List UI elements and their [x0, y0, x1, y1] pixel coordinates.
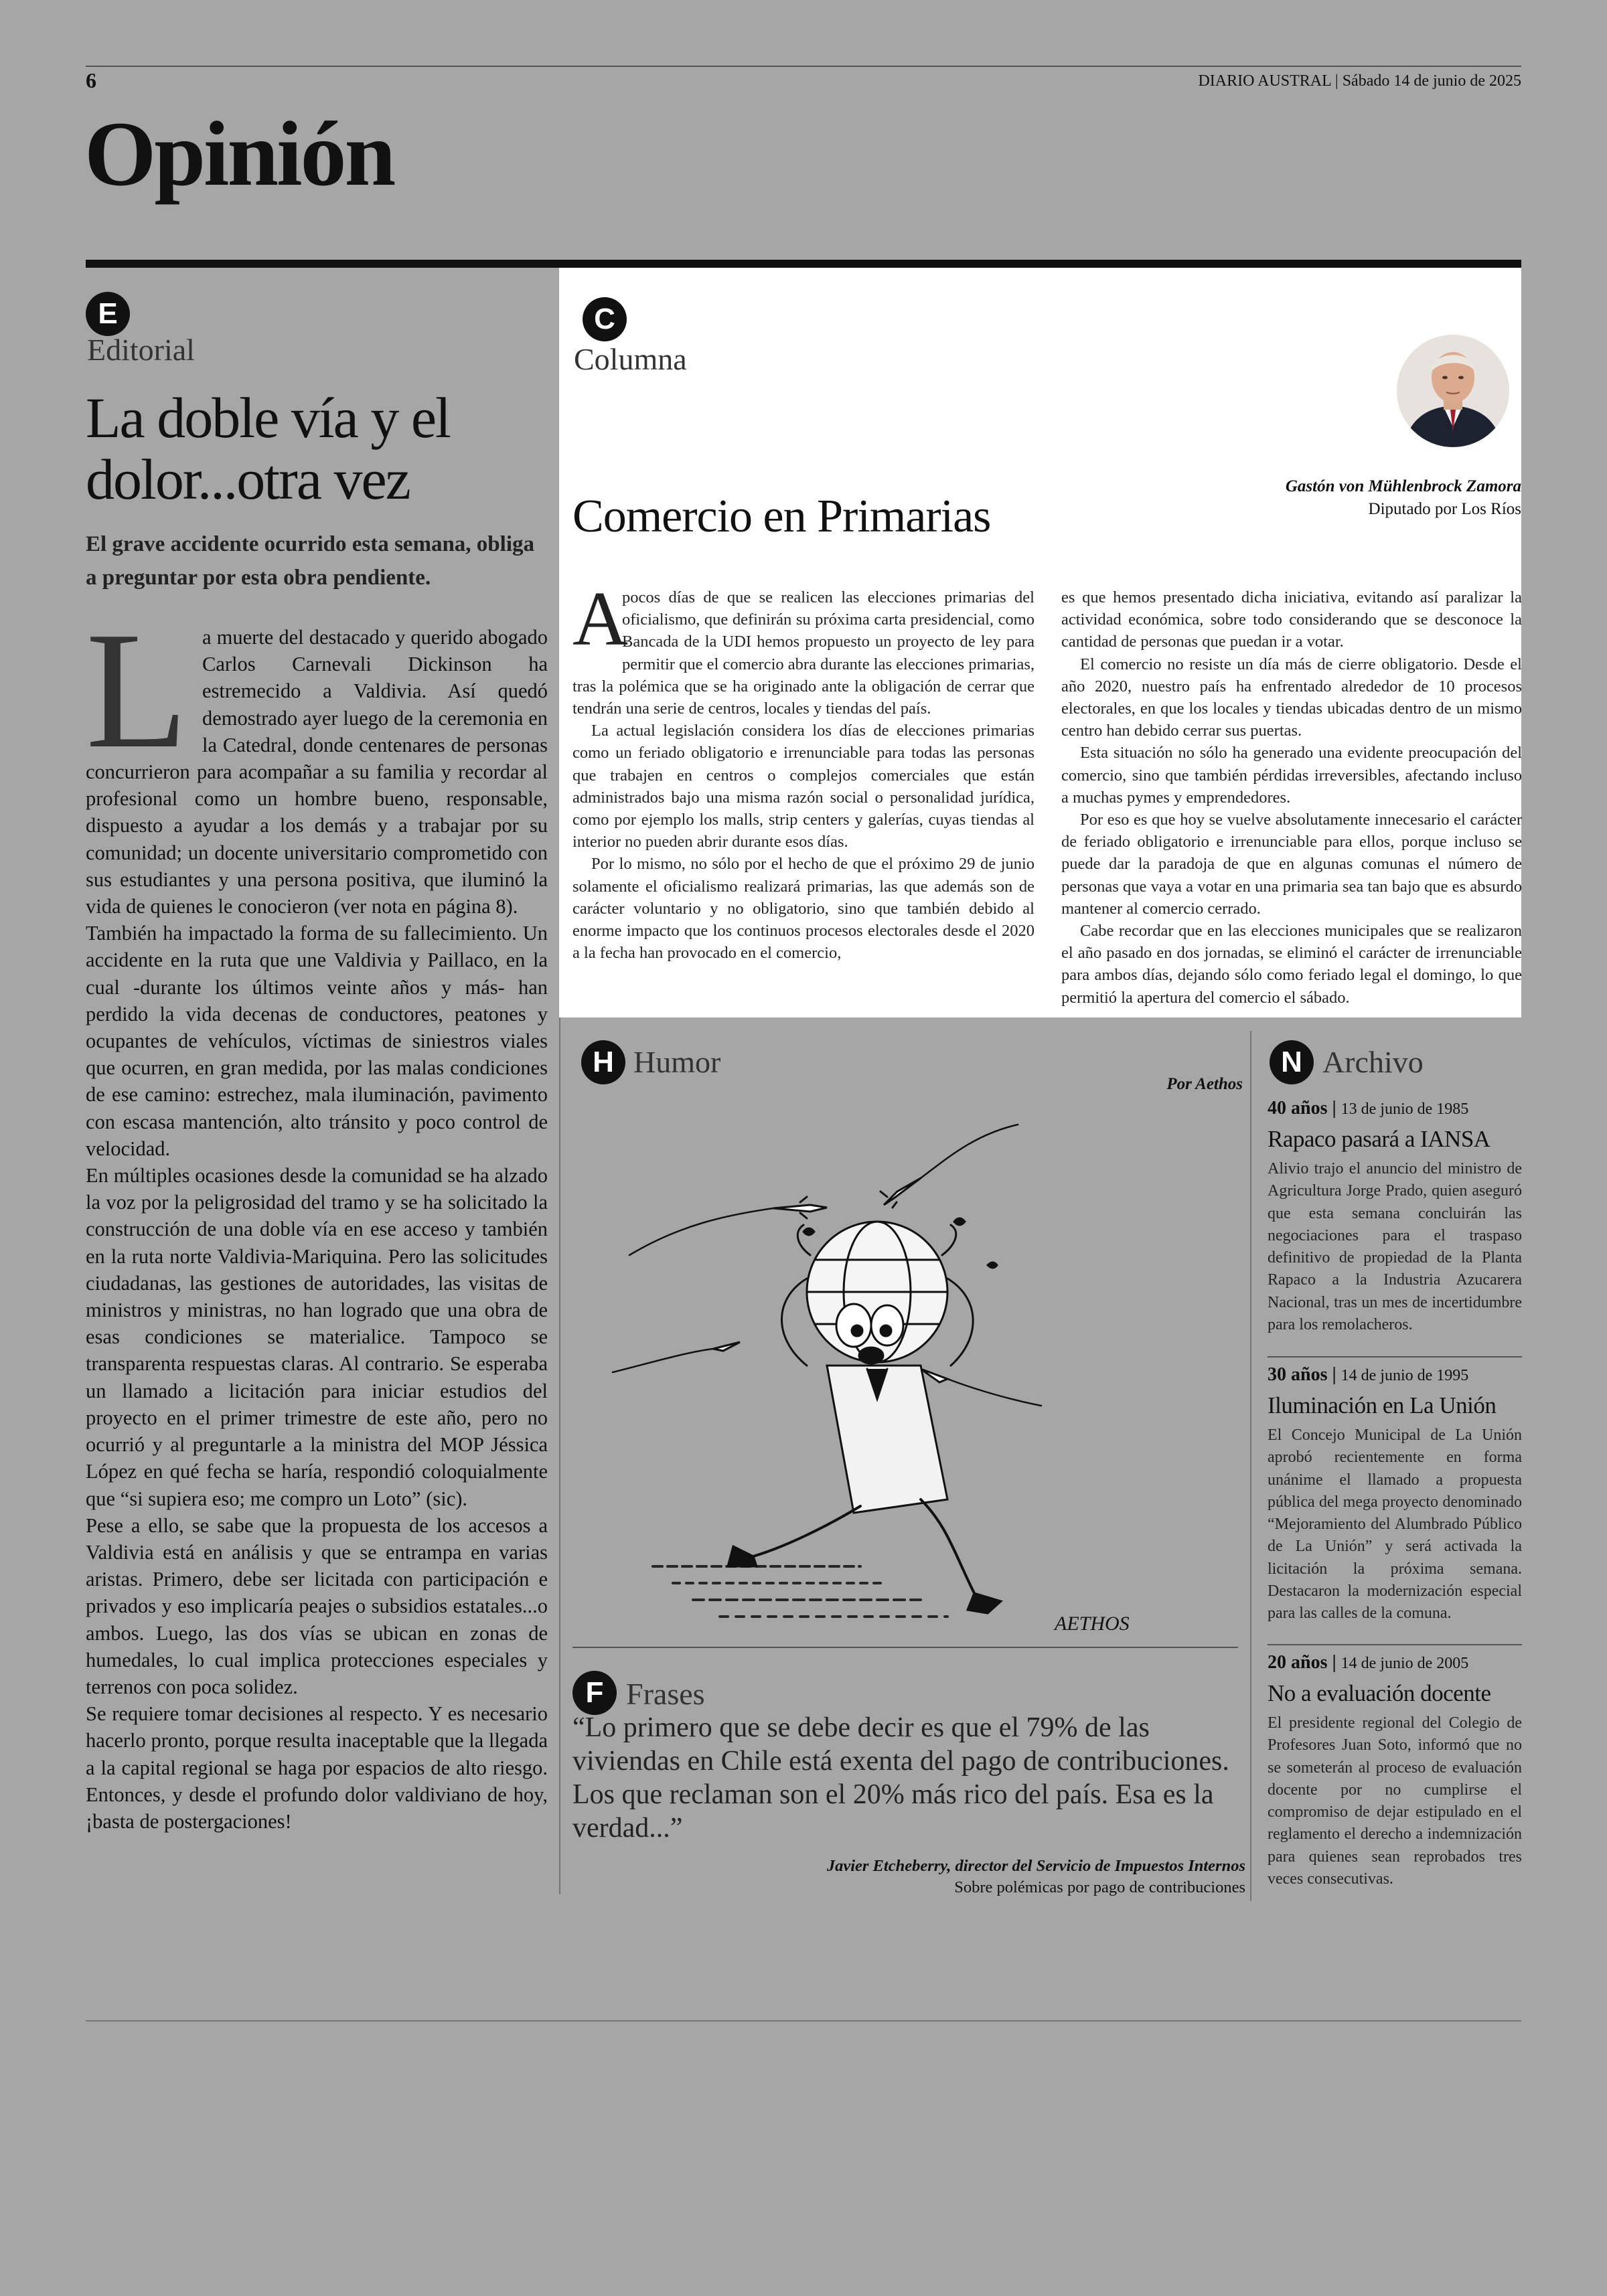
rocket-mid-left [613, 1342, 740, 1372]
editorial-paragraph: Pese a ello, se sabe que la propuesta de los accesos a Valdivia está en análisis y que se entrampa en varias aristas. Primero, debe ser licitada con participación e privados y eso implicaría peajes o subsidios estatales...o ambos. Luego, las dos vías se ubican en zonas de humedales, lo cual implica protecciones especiales y terrenos con poca solidez. [86, 1513, 548, 1698]
humor-kicker: Humor [633, 1045, 721, 1079]
columna-paragraph: El comercio no resiste un día más de cierre obligatorio. Desde el año 2020, nuestro país ha enfrentado alrededor de 10 procesos electorales, en que los locales y tiendas ubicadas dentro de un mismo centro han debido cerrar sus puertas. [1061, 655, 1522, 740]
columna-paragraph: es que hemos presentado dicha iniciativa, evitando así paralizar la actividad económica, sobre todo considerando que se desconoce la cantidad de personas que puedan ir a votar. [1061, 588, 1522, 651]
columna-paragraph: Por lo mismo, no sólo por el hecho de que el próximo 29 de junio solamente el oficialismo realizará primarias, las que además son de carácter voluntario y no obligatorio, sino que también debido al enorme impacto que los continuos procesos electorales desde el 2020 a la fecha han provocado en el comercio, [572, 855, 1035, 963]
frases-badge: F [572, 1671, 617, 1715]
section-title: Opinión [84, 102, 394, 205]
archivo-date: 14 de junio de 2005 [1341, 1655, 1469, 1672]
columna-kicker: Columna [574, 342, 687, 376]
author-portrait [1397, 335, 1509, 447]
humor-credit: Por Aethos [1166, 1075, 1243, 1093]
editorial-body [86, 598, 548, 1835]
page-number: 6 [86, 68, 96, 92]
editorial-headline [86, 387, 541, 510]
rocket-top-left [629, 1197, 827, 1255]
archivo-text: El Concejo Municipal de La Unión aprobó recientemente en forma unánime el llamado a propuesta pública del mega proyecto denominado “Mejoramiento del Alumbrado Público de La Unión” y será activada la licitación la próxima semana. Destacaron la modernización especial para las calles de la comuna. [1268, 1426, 1522, 1623]
archivo-years: 30 años [1268, 1364, 1328, 1385]
bottom-rule [86, 2020, 1521, 2022]
columna-headline: Comercio en Primarias [572, 491, 991, 542]
frases-source-name: Javier Etcheberry, director del Servicio de Impuestos Internos [826, 1857, 1245, 1875]
columna-paragraph: Esta situación no sólo ha generado una evidente preocupación del comercio, sino que también pérdidas irreversibles, afectando incluso a muchas pymes y emprendedores. [1061, 744, 1522, 807]
editorial-paragraph: Se requiere tomar decisiones al respecto. Y es necesario hacerlo pronto, porque resulta inaceptable que la llegada a la capital regional se haga por espacios de alto riesgo. Entonces, y desde el profundo dolor valdiviano de hoy, ¡basta de postergaciones! [86, 1702, 548, 1833]
archivo-item: 40 años | 13 de junio de 1985 Rapaco pasará a IANSA Alivio trajo el anuncio del ministro de Agricultura Jorge Prado, quien aseguró que esta semana concluirán las negociaciones para el traspaso definitivo de propiedad de la Planta Rapaco a la Industria Azucarera Nacional, tras un mes de incertidumbre para los remolacheros. [1268, 1098, 1522, 1336]
archivo-title: Rapaco pasará a IANSA [1268, 1126, 1490, 1152]
frases-quote: “Lo primero que se debe decir es que el 79% de las viviendas en Chile está exenta del pago de contribuciones. Los que reclaman son el 20% más rico del país. Esa es la verdad...” [572, 1712, 1229, 1843]
editorial-paragraph: También ha impactado la forma de su fallecimiento. Un accidente en la ruta que une Valdivia y Paillaco, en la cual -durante los últimos veinte años y más- han perdido la vida decenas de conductores, peatones y ocupantes de vehículos, víctimas de siniestros viales que ocurren, en gran medida, por las malas condiciones de ese camino: estrechez, mala iluminación, pavimento con escasa mantención, alto tránsito y poco control de velocidad. [86, 922, 548, 1160]
archivo-date: 13 de junio de 1985 [1341, 1100, 1469, 1118]
masthead: DIARIO AUSTRAL | Sábado 14 de junio de 2025 [1198, 72, 1521, 90]
columna-paragraph: La actual legislación considera los días de elecciones primarias como un feriado obligatorio e irrenunciable para todas las personas que trabajen en centros o complejos comerciales que están administrados bajo una misma razón social o personalidad jurídica, como por ejemplo los malls, strip centers y galerías, cuyas tiendas al interior no pueden abrir durante esos días. [572, 722, 1035, 851]
archivo-date: 14 de junio de 1995 [1341, 1367, 1469, 1384]
archivo-years: 40 años [1268, 1098, 1328, 1119]
top-rule [86, 66, 1521, 67]
rocket-mid-right [921, 1369, 1041, 1406]
editorial-paragraph: a muerte del destacado y querido abogado Carlos Carnevali Dickinson ha estremecido a Valdivia. Así quedó demostrado ayer luego de la ceremonia en la Catedral, donde centenares de personas concurrieron para acompañar a su familia y recordar al profesional como un hombre bueno, responsable, dispuesto a ayudar a los demás y a trabajar por su comunidad; un docente universitario comprometido con sus estudiantes y una persona positiva, que iluminó la vida de quienes le conocieron (ver nota en página 8). [86, 626, 548, 918]
author-role: Diputado por Los Ríos [1368, 500, 1521, 518]
columna-text-col1 [572, 576, 1035, 964]
frases-kicker: Frases [626, 1677, 705, 1711]
columna-text-col2 [1061, 586, 1522, 1009]
portrait-image [1397, 335, 1509, 447]
editorial-badge: E [86, 292, 130, 336]
archivo-years: 20 años [1268, 1652, 1328, 1673]
editorial-headline-line2: dolor...otra vez [86, 447, 410, 511]
section-rule [86, 260, 1521, 268]
frases-source-context: Sobre polémicas por pago de contribuciones [954, 1878, 1245, 1896]
columna-paragraph: pocos días de que se realicen las elecciones primarias del oficialismo, que definirán su próxima carta presidencial, como Bancada de la UDI hemos propuesto un proyecto de ley para permitir que el comercio abra durante las elecciones primarias, tras la polémica que se ha originado ante la obligación de cerrar que tendrán una serie de centros, locales y tiendas del país. [572, 588, 1035, 718]
author-name: Gastón von Mühlenbrock Zamora [1285, 477, 1521, 495]
cartoon-signature: AETHOS [1055, 1613, 1130, 1635]
archivo-badge: N [1270, 1040, 1314, 1084]
archivo-item: 30 años | 14 de junio de 1995 Iluminación en La Unión El Concejo Municipal de La Unión aprobó recientemente en forma unánime el llamado a propuesta pública del mega proyecto denominado “Mejoramiento del Alumbrado Público de La Unión” y será activada la licitación la próxima semana. Destacaron la modernización especial para las calles de la comuna. [1268, 1364, 1522, 1625]
editorial-kicker: Editorial [87, 333, 195, 367]
editorial-deck: El grave accidente ocurrido esta semana, obliga a preguntar por esta obra pendiente. [86, 532, 534, 590]
columna-author [1286, 475, 1521, 521]
humor-rule [572, 1647, 1238, 1648]
archivo-rule [1268, 1644, 1522, 1645]
editorial-dropcap: L [86, 598, 188, 783]
archivo-text: Alivio trajo el anuncio del ministro de Agricultura Jorge Prado, quien aseguró que esta semana concluirán las negociaciones para el traspaso definitivo de propiedad de la Planta Rapaco a la Industria Azucarera Nacional, tras un mes de incertidumbre para los remolacheros. [1268, 1160, 1522, 1334]
column-divider-right [1250, 1031, 1251, 1901]
archivo-rule [1268, 1356, 1522, 1358]
frases-source [827, 1856, 1245, 1898]
archivo-title: Iluminación en La Unión [1268, 1392, 1497, 1418]
editorial-headline-line1: La doble vía y el [86, 386, 450, 450]
archivo-text: El presidente regional del Colegio de Profesores Juan Soto, informó que no se someterán al proceso de evaluación docente por no cumplirse el compromiso de dejar estipulado en el reglamento el derecho a indemnización para quienes sean reprobados tres veces consecutivas. [1268, 1714, 1522, 1888]
columna-paragraph: Cabe recordar que en las elecciones municipales que se realizaron el año pasado en dos jornadas, se eliminó el carácter de irrenunciable para ambos días, dejando sólo como feriado legal el domingo, lo que permitió la apertura del comercio el sábado. [1061, 922, 1522, 1007]
columna-dropcap: A [572, 576, 629, 661]
columna-paragraph: Por eso es que hoy se vuelve absolutamente innecesario el carácter de feriado obligatorio e irrenunciable para ellos, porque incluso se puede dar la paradoja de que en algunas comunas el número de personas que vaya a votar en una primaria sea tan bajo que es absurdo mantener al comercio cerrado. [1061, 811, 1522, 918]
archivo-item: 20 años | 14 de junio de 2005 No a evaluación docente El presidente regional del Colegio de Profesores Juan Soto, informó que no se someterán al proceso de evaluación docente por no cumplirse el compromiso de dejar estipulado en el reglamento el derecho a indemnización para quienes sean reprobados tres veces consecutivas. [1268, 1652, 1522, 1890]
columna-badge: C [583, 297, 627, 341]
editorial-paragraph: En múltiples ocasiones desde la comunidad se ha alzado la voz por la peligrosidad del tramo y se ha solicitado la construcción de una doble vía en ese acceso y también en la ruta norte Valdivia-Mariquina. Pero las solicitudes ciudadanas, las gestiones de autoridades, las visitas de ministros y ministras, no han logrado que una obra de esas condiciones se materialice. Tampoco se transparenta respuestas claras. Al contrario. Se esperaba un llamado a licitación para iniciar estudios del proyecto en el primer trimestre de este año, pero no ocurrió y al preguntarle a la ministra del MOP Jéssica López en qué fecha se haría, respondió coloquialmente que “si supiera eso; me compro un Loto” (sic). [86, 1164, 548, 1510]
rocket-top-right [881, 1125, 1018, 1208]
humor-cartoon [572, 1084, 1238, 1651]
humor-badge: H [581, 1040, 625, 1084]
archivo-kicker: Archivo [1322, 1045, 1424, 1079]
archivo-title: No a evaluación docente [1268, 1680, 1491, 1706]
